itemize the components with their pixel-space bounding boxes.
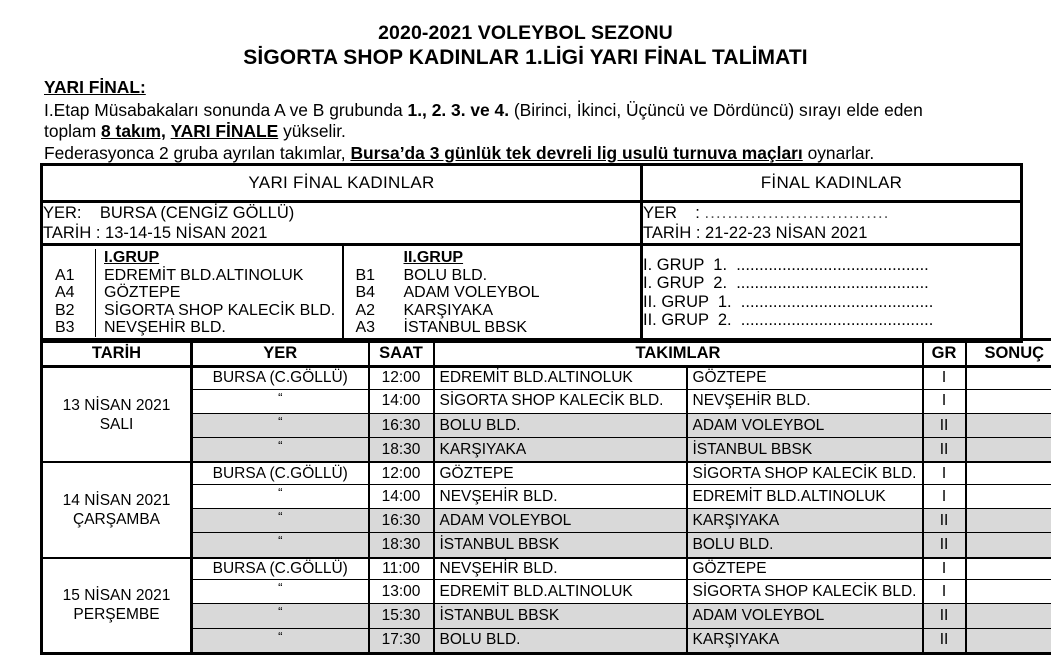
panel-titles-row (42, 165, 1022, 202)
final-date-line (643, 223, 1020, 243)
ditto-mark-icon: “ (278, 485, 282, 500)
day-1-match-0-time: 12:00 (369, 462, 434, 484)
day-2-match-3-group: II (923, 628, 966, 653)
day-2-date-line1: 15 NİSAN 2021 (43, 586, 190, 605)
day-1-match-1-result[interactable] (966, 485, 1051, 509)
final-qualifier-1: I. GRUP 2. .......................................... (643, 274, 1020, 293)
ditto-mark-icon: “ (278, 533, 282, 548)
ditto-mark-icon: “ (278, 414, 282, 429)
day-0-match-0-away: GÖZTEPE (687, 367, 923, 390)
intro-heading: YARI FİNAL: (44, 77, 146, 99)
ditto-mark-icon: “ (278, 629, 282, 644)
schedule-section (40, 338, 1051, 655)
group-1-code-1: A4 (55, 284, 95, 302)
intro-p2-part1: toplam (44, 121, 101, 141)
day-2-match-3-home: BOLU BLD. (434, 628, 687, 653)
final-venue-cell (642, 202, 1022, 245)
table-row (42, 413, 1051, 437)
day-2-match-2-time: 15:30 (369, 604, 434, 628)
day-2-date-line2: PERŞEMBE (43, 605, 190, 624)
schedule-body (42, 367, 1051, 654)
table-row (42, 462, 1051, 484)
intro-p1-part3: (Birinci, İkinci, Üçüncü ve Dördüncü) sırayı elde eden (509, 100, 923, 120)
day-2-match-2-venue (192, 604, 369, 628)
group-1-team-1: GÖZTEPE (104, 284, 342, 302)
panel-groups-row (42, 245, 1022, 342)
day-2-match-1-result[interactable] (966, 580, 1051, 604)
day-1-match-3-venue (192, 533, 369, 558)
day-1-match-2-time: 16:30 (369, 509, 434, 533)
final-date-label: TARİH : (643, 224, 700, 242)
day-2-match-2-away: ADAM VOLEYBOL (687, 604, 923, 628)
day-2-match-0-away: GÖZTEPE (687, 558, 923, 580)
day-0-match-3-result[interactable] (966, 438, 1051, 463)
group-1-team-3: NEVŞEHİR BLD. (104, 319, 342, 337)
day-1-match-3-away: BOLU BLD. (687, 533, 923, 558)
day-0-match-0-result[interactable] (966, 367, 1051, 390)
group-2-team-0: BOLU BLD. (404, 267, 641, 285)
day-0-match-0-home: EDREMİT BLD.ALTINOLUK (434, 367, 687, 390)
group-1-teams (95, 249, 342, 337)
semifinal-panel-title: YARI FİNAL KADINLAR (42, 165, 642, 202)
day-2-match-0-time: 11:00 (369, 558, 434, 580)
semifinal-venue-line (43, 203, 640, 223)
day-0-match-0-group: I (923, 367, 966, 390)
day-1-match-1-group: I (923, 485, 966, 509)
day-1-match-0-away: SİGORTA SHOP KALECİK BLD. (687, 462, 923, 484)
day-0-date-line2: SALI (43, 415, 190, 434)
ditto-mark-icon: “ (278, 580, 282, 595)
final-qualifier-3: II. GRUP 2. .......................................... (643, 311, 1020, 330)
day-2-match-0-group: I (923, 558, 966, 580)
intro-p2-stage: YARI FİNALE (171, 121, 279, 141)
day-1-match-1-time: 14:00 (369, 485, 434, 509)
day-1-match-0-result[interactable] (966, 462, 1051, 484)
group-2 (342, 246, 641, 340)
day-0-match-3-venue (192, 438, 369, 463)
table-row (42, 580, 1051, 604)
intro-section (44, 77, 1034, 164)
day-0-match-2-away: ADAM VOLEYBOL (687, 413, 923, 437)
table-row (42, 509, 1051, 533)
table-row (42, 604, 1051, 628)
final-venue-value: ................................ (704, 204, 889, 222)
header-time: SAAT (369, 340, 434, 367)
day-2-match-1-away: SİGORTA SHOP KALECİK BLD. (687, 580, 923, 604)
day-0-match-0-time: 12:00 (369, 367, 434, 390)
group-1-team-0: EDREMİT BLD.ALTINOLUK (104, 267, 342, 285)
day-0-match-2-result[interactable] (966, 413, 1051, 437)
table-row (42, 367, 1051, 390)
day-0-match-2-time: 16:30 (369, 413, 434, 437)
header-group: GR (923, 340, 966, 367)
day-0-match-1-time: 14:00 (369, 389, 434, 413)
schedule-header-row (42, 340, 1051, 367)
ditto-mark-icon: “ (278, 604, 282, 619)
day-1-match-3-home: İSTANBUL BBSK (434, 533, 687, 558)
final-venue-label: YER : (643, 204, 700, 222)
info-table (40, 163, 1023, 343)
day-2-match-1-venue (192, 580, 369, 604)
day-1-date-line1: 14 NİSAN 2021 (43, 491, 190, 510)
intro-p1-part1: I.Etap Müsabakaları sonunda A ve B grubunda (44, 100, 408, 120)
header-date: TARİH (42, 340, 192, 367)
ditto-mark-icon: “ (278, 509, 282, 524)
table-row (42, 438, 1051, 463)
day-2-match-3-time: 17:30 (369, 628, 434, 653)
header-result: SONUÇ (966, 340, 1051, 367)
day-0-match-2-venue (192, 413, 369, 437)
day-0-match-1-away: NEVŞEHİR BLD. (687, 389, 923, 413)
group-2-team-3: İSTANBUL BBSK (404, 319, 641, 337)
day-1-match-3-group: II (923, 533, 966, 558)
day-2-date-cell (42, 558, 192, 654)
day-0-date-cell (42, 367, 192, 463)
day-2-match-1-group: I (923, 580, 966, 604)
intro-p3-part1: Federasyonca 2 gruba ayrılan takımlar, (44, 143, 350, 163)
day-2-match-3-result[interactable] (966, 628, 1051, 653)
day-1-match-2-venue (192, 509, 369, 533)
day-0-date-line1: 13 NİSAN 2021 (43, 396, 190, 415)
day-1-match-1-venue (192, 485, 369, 509)
semifinal-date-line (43, 223, 640, 243)
group-2-codes (344, 249, 396, 337)
day-2-match-3-venue (192, 628, 369, 653)
day-0-match-0-venue: BURSA (C.GÖLLÜ) (192, 367, 369, 390)
day-2-match-2-home: İSTANBUL BBSK (434, 604, 687, 628)
title-season: 2020-2021 VOLEYBOL SEZONU (0, 22, 1051, 45)
semifinal-groups-cell (42, 245, 642, 342)
intro-p2-teamcount: 8 takım, (101, 121, 166, 141)
day-0-match-1-group: I (923, 389, 966, 413)
group-2-code-2: A2 (356, 302, 396, 320)
ditto-mark-icon: “ (278, 438, 282, 453)
day-1-match-2-result[interactable] (966, 509, 1051, 533)
table-row (42, 533, 1051, 558)
intro-paragraph-2 (44, 121, 1034, 143)
info-panels (40, 163, 1020, 343)
groups-container (43, 246, 640, 340)
day-2-match-0-venue: BURSA (C.GÖLLÜ) (192, 558, 369, 580)
group-1-team-2: SİGORTA SHOP KALECİK BLD. (104, 302, 342, 320)
semifinal-date-label: TARİH : (43, 224, 100, 242)
day-2-match-1-home: EDREMİT BLD.ALTINOLUK (434, 580, 687, 604)
day-1-match-1-home: NEVŞEHİR BLD. (434, 485, 687, 509)
day-1-match-0-venue: BURSA (C.GÖLLÜ) (192, 462, 369, 484)
group-1-code-0: A1 (55, 267, 95, 285)
final-panel-title: FİNAL KADINLAR (642, 165, 1022, 202)
intro-p2-end: yükselir. (278, 121, 346, 141)
day-1-match-2-group: II (923, 509, 966, 533)
group-2-team-1: ADAM VOLEYBOL (404, 284, 641, 302)
intro-p3-end: oynarlar. (803, 143, 875, 163)
ditto-mark-icon: “ (278, 390, 282, 405)
final-date-value: 21-22-23 NİSAN 2021 (705, 224, 867, 242)
table-row (42, 628, 1051, 653)
day-1-date-line2: ÇARŞAMBA (43, 510, 190, 529)
semifinal-venue-cell (42, 202, 642, 245)
intro-paragraph-1 (44, 100, 1034, 122)
day-0-match-3-group: II (923, 438, 966, 463)
final-venue-line (643, 203, 1020, 223)
semifinal-date-value: 13-14-15 NİSAN 2021 (105, 224, 267, 242)
intro-p1-ranks: 1., 2. 3. ve 4. (408, 100, 510, 120)
header-venue: YER (192, 340, 369, 367)
group-2-name: II.GRUP (404, 249, 641, 267)
day-2-match-0-result[interactable] (966, 558, 1051, 580)
final-qualifier-2: II. GRUP 1. .......................................... (643, 293, 1020, 312)
table-row (42, 389, 1051, 413)
panel-venue-row (42, 202, 1022, 245)
day-0-match-3-home: KARŞIYAKA (434, 438, 687, 463)
day-2-match-3-away: KARŞIYAKA (687, 628, 923, 653)
day-1-match-3-result[interactable] (966, 533, 1051, 558)
day-2-match-2-result[interactable] (966, 604, 1051, 628)
intro-p3-format: Bursa’da 3 günlük tek devreli lig usulü turnuva maçları (350, 143, 802, 163)
day-1-match-2-away: KARŞIYAKA (687, 509, 923, 533)
day-0-match-2-home: BOLU BLD. (434, 413, 687, 437)
group-2-code-1: B4 (356, 284, 396, 302)
semifinal-venue-value: BURSA (CENGİZ GÖLLÜ) (100, 204, 294, 222)
day-0-match-3-away: İSTANBUL BBSK (687, 438, 923, 463)
day-0-match-1-result[interactable] (966, 389, 1051, 413)
day-0-match-1-venue (192, 389, 369, 413)
schedule-header (42, 340, 1051, 367)
group-2-code-3: A3 (356, 319, 396, 337)
table-row (42, 485, 1051, 509)
day-1-match-1-away: EDREMİT BLD.ALTINOLUK (687, 485, 923, 509)
day-1-match-0-home: GÖZTEPE (434, 462, 687, 484)
day-1-match-2-home: ADAM VOLEYBOL (434, 509, 687, 533)
document-title-block (0, 0, 1051, 70)
group-1-name: I.GRUP (104, 249, 342, 267)
group-2-teams (396, 249, 641, 337)
title-competition: SİGORTA SHOP KADINLAR 1.LİGİ YARI FİNAL TALİMATI (0, 45, 1051, 70)
day-2-match-2-group: II (923, 604, 966, 628)
day-1-match-0-group: I (923, 462, 966, 484)
schedule-table (40, 338, 1051, 655)
group-2-team-2: KARŞIYAKA (404, 302, 641, 320)
table-row (42, 558, 1051, 580)
header-teams: TAKIMLAR (434, 340, 923, 367)
group-1 (43, 246, 342, 340)
semifinal-venue-label: YER: (43, 204, 82, 222)
final-qualifier-0: I. GRUP 1. .......................................... (643, 256, 1020, 275)
day-2-match-0-home: NEVŞEHİR BLD. (434, 558, 687, 580)
day-0-match-2-group: II (923, 413, 966, 437)
intro-paragraph-3 (44, 143, 1034, 165)
group-2-code-0: B1 (356, 267, 396, 285)
group-1-codes (43, 249, 95, 337)
day-1-match-3-time: 18:30 (369, 533, 434, 558)
day-1-date-cell (42, 462, 192, 557)
day-0-match-1-home: SİGORTA SHOP KALECİK BLD. (434, 389, 687, 413)
day-0-match-3-time: 18:30 (369, 438, 434, 463)
group-1-code-2: B2 (55, 302, 95, 320)
group-1-code-3: B3 (55, 319, 95, 337)
day-2-match-1-time: 13:00 (369, 580, 434, 604)
final-qualifiers-cell (642, 245, 1022, 342)
